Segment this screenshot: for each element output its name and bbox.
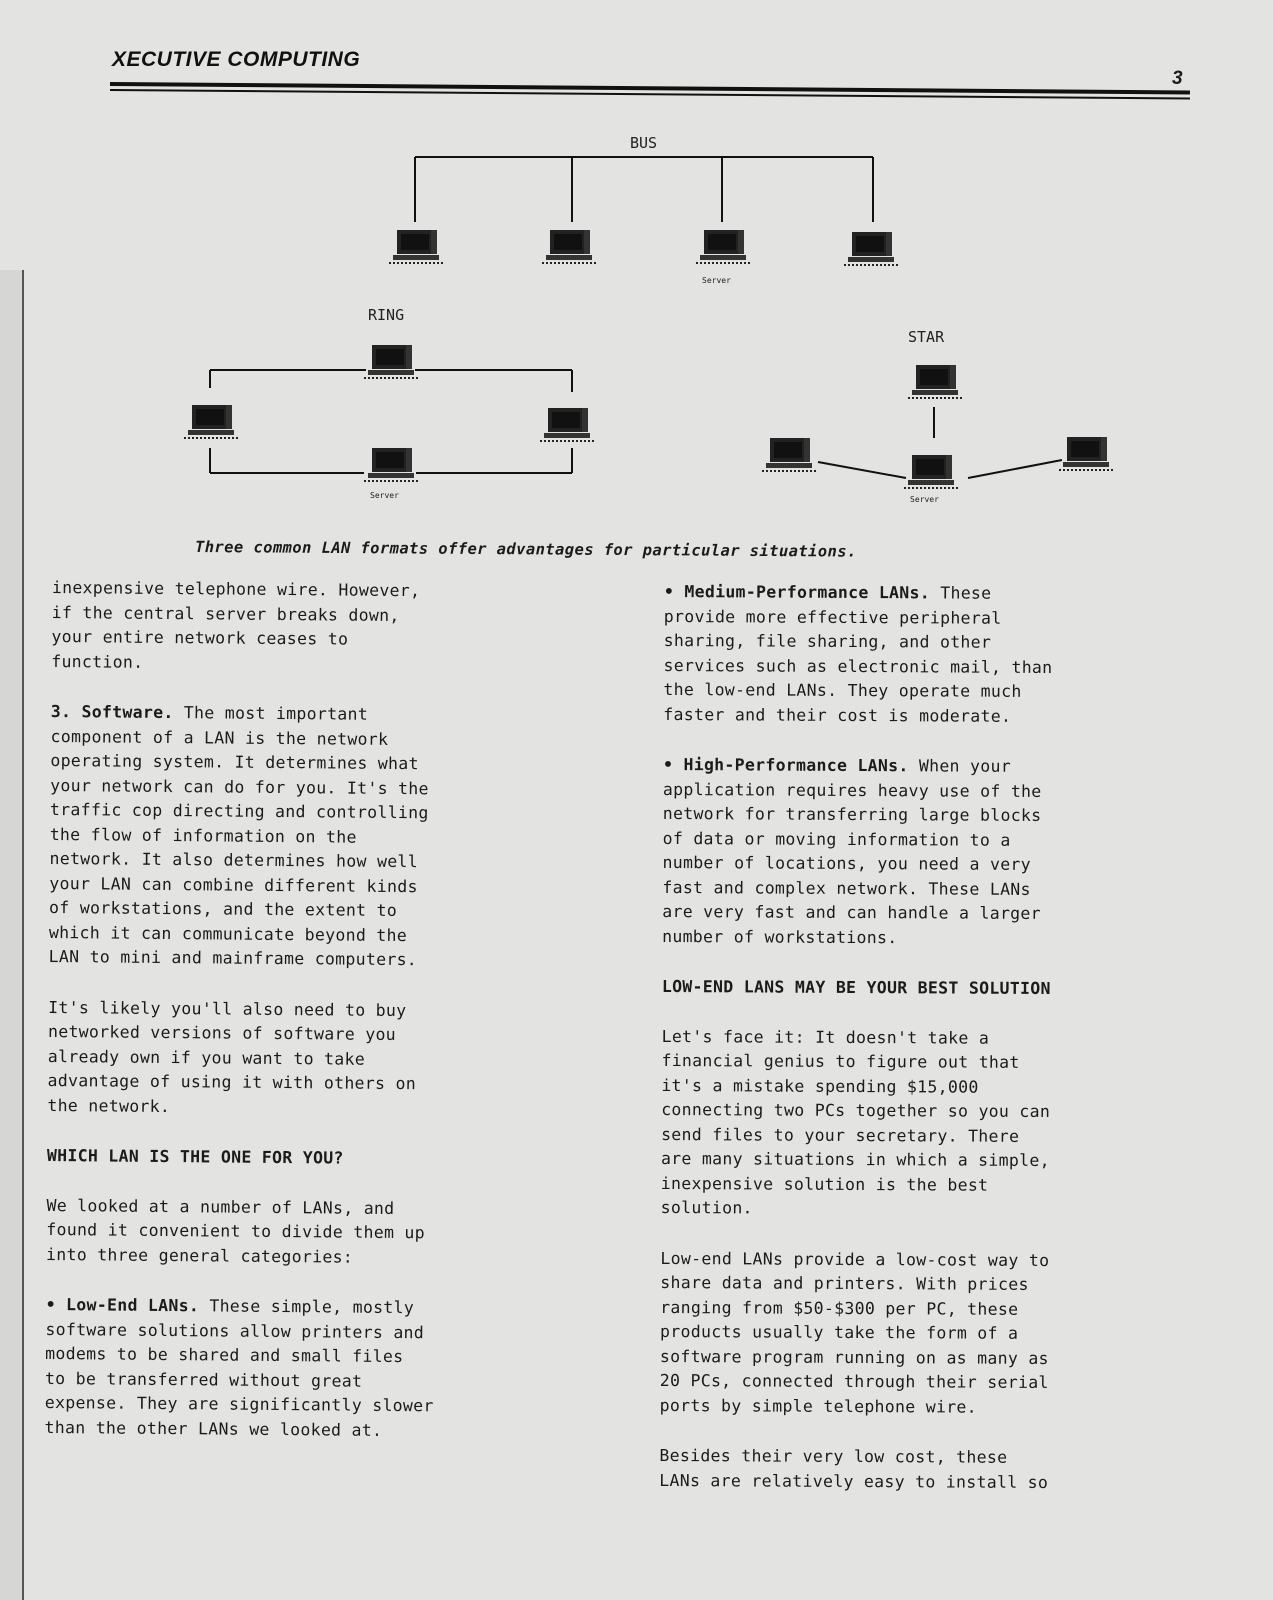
paragraph: It's likely you'll also need to buy networked versions of software you already own if you want to take advantage of using it with others on the network. [47,997,417,1116]
ring-server-label: Server [370,491,399,500]
section-heading: WHICH LAN IS THE ONE FOR YOU? [46,1145,344,1168]
bus-label: BUS [630,134,658,152]
left-column [44,576,612,1471]
ring-workstation-icon [540,408,594,441]
lan-topology-diagram [0,0,1273,530]
medium-lead: • Medium-Performance LANs. [663,582,931,603]
star-workstation-icon [1059,437,1113,470]
star-server-icon [904,455,958,488]
star-workstation-icon [762,438,816,471]
bus-workstation-icon [542,230,596,263]
bus-server-icon [696,230,750,263]
paragraph: inexpensive telephone wire. However, if the central server breaks down, your entire network ceases to function. [51,577,421,672]
paragraph: Let's face it: It doesn't take a financial genius to figure out that it's a mistake spending $15,000 connecting two PCs together so you can send files to your secretary. There are many situations in which a simple, inexpensive solution is the best solution. [660,1026,1051,1218]
star-label: STAR [908,328,945,346]
low-end-lead: • Low-End LANs. [45,1294,200,1316]
high-body: When your application requires heavy use of the network for transferring large blocks of data or moving information to a number of locations, you need a very fast and complex network. These LANs are very fast and can handle a larger number of workstations. [662,756,1042,947]
paragraph: We looked at a number of LANs, and found it convenient to divide them up into three general categories: [46,1195,426,1267]
masthead: XECUTIVE COMPUTING [112,48,361,71]
ring-workstation-icon [364,345,418,378]
star-workstation-icon [908,365,962,398]
ring-workstation-icon [184,405,238,438]
ring-label: RING [368,306,405,324]
high-lead: • High-Performance LANs. [662,754,909,776]
bus-workstation-icon [389,230,443,263]
medium-body: These provide more effective peripheral sharing, file sharing, and other services such as electronic mail, than the low-end LANs. They operate much faster and their cost is moderate. [663,583,1053,726]
paragraph: Besides their very low cost, these LANs are relatively easy to install so [659,1445,1049,1492]
bus-server-label: Server [702,276,731,285]
high-paragraph [662,753,1223,952]
low-end-body: These simple, mostly software solutions allow printers and modems to be shared and small files to be transferred without great expense. They are significantly slower than the other LANs we looked at. [44,1296,434,1440]
figure-caption: Three common LAN formats offer advantages for particular situations. [194,538,857,561]
section-heading: LOW-END LANS MAY BE YOUR BEST SOLUTION [661,976,1051,999]
low-end-paragraph [44,1293,605,1445]
software-body: The most important component of a LAN is the network operating system. It determines what your network can do for you. It's the traffic cop directing and controlling the flow of information on the network. It also determines how well your LAN can combine different kinds of workstations, and the extent to which it can communicate beyond the LAN to mini and mainframe computers. [48,703,429,970]
right-column [659,580,1224,1522]
bus-workstation-icon [844,232,898,265]
paragraph: Low-end LANs provide a low-cost way to share data and printers. With prices ranging from $50-$300 per PC, these products usually take the form of a software program running on as many as 20 PCs, connected through their serial ports by simple telephone wire. [659,1248,1050,1417]
bus-topology [415,157,873,222]
page-number: 3 [1172,68,1183,89]
software-paragraph [49,700,611,974]
ring-server-icon [364,448,418,481]
star-server-label: Server [910,495,939,504]
software-lead: 3. Software. [50,701,174,723]
medium-paragraph [663,580,1224,730]
